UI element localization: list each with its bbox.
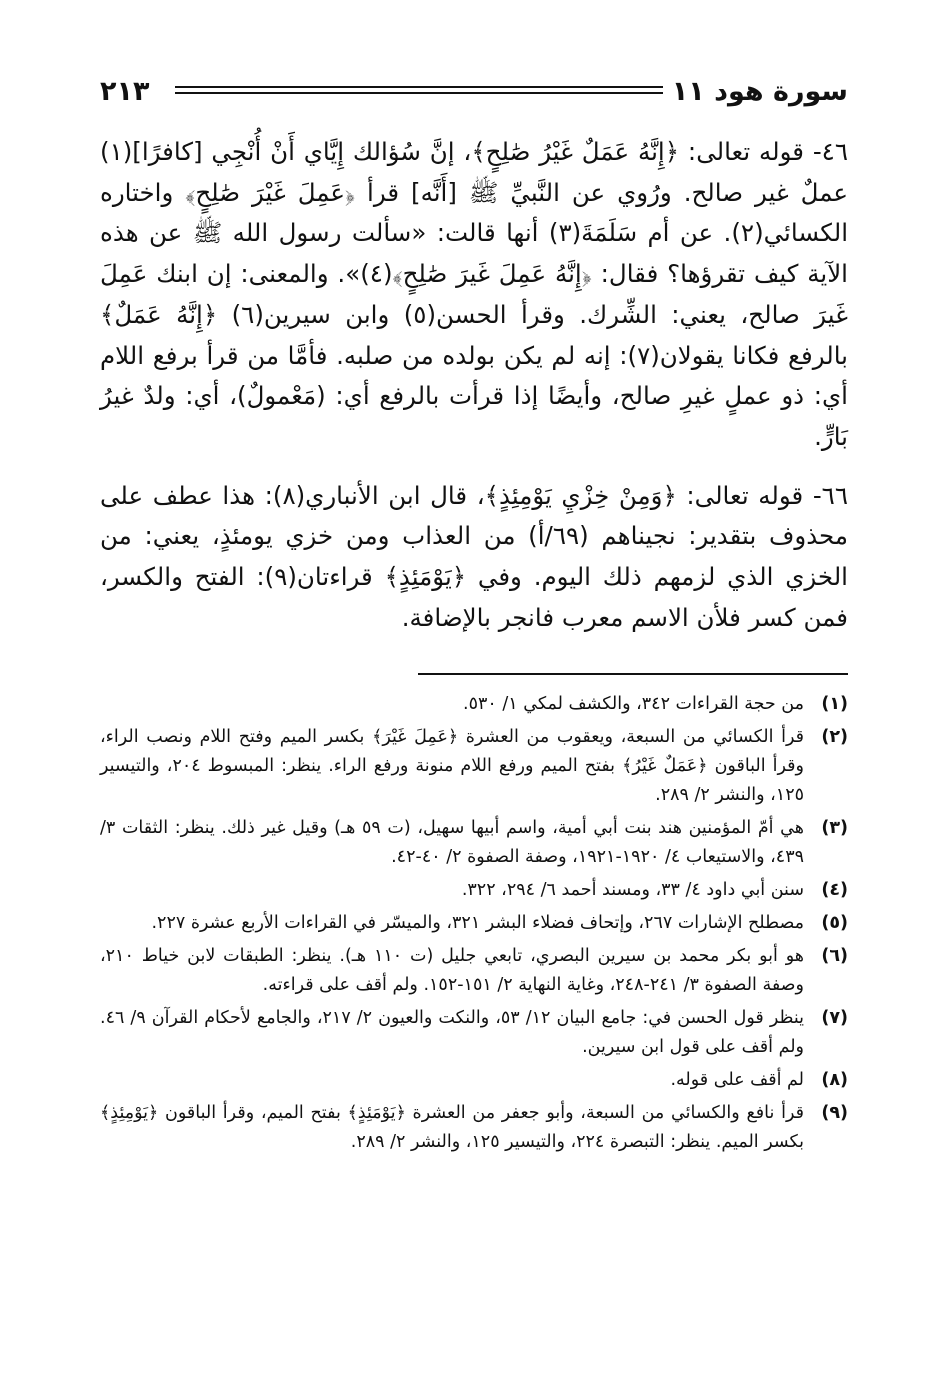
footnote <box>100 1004 848 1062</box>
header-rule <box>175 86 663 88</box>
footnote <box>100 723 848 810</box>
footnote-number: (٩) <box>821 1103 848 1123</box>
running-header <box>100 72 848 116</box>
footnote-text: لم أقف على قوله. <box>670 1070 804 1090</box>
footnote-text: قرأ الكسائي من السبعة، ويعقوب من العشرة ﴿عَمِلَ غَيْرَ﴾ بكسر الميم وفتح اللام ونصب الراء، وقرأ الباقون ﴿عَمَلٌ غَيْرُ﴾ بفتح الميم ورفع اللام منونة ورفع الراء. ينظر: المبسوط ٢٠٤، والتيسير ١٢٥، والنشر ٢/ ٢٨٩. <box>100 727 804 805</box>
footnote-text: هي أمّ المؤمنين هند بنت أبي أمية، واسم أبيها سهيل، (ت ٥٩ هـ) وقيل غير ذلك. ينظر: الثقات ٣/ ٤٣٩، والاستيعاب ٤/ ١٩٢٠-١٩٢١، وصفة الصفوة ٢/ ٤٠-٤٢. <box>100 818 804 867</box>
footnote <box>100 1099 848 1157</box>
footnote-text: ينظر قول الحسن في: جامع البيان ١٢/ ٥٣، والنكت والعيون ٢/ ٢١٧، والجامع لأحكام القرآن ٩/ ٤٦. ولم أقف على قول ابن سيرين. <box>100 1008 804 1057</box>
header-rule <box>175 92 663 94</box>
footnote <box>100 942 848 1000</box>
footnote-text: قرأ نافع والكسائي من السبعة، وأبو جعفر من العشرة ﴿يَوْمَئِذٍ﴾ بفتح الميم، وقرأ الباقون ﴿يَوْمِئِذٍ﴾ بكسر الميم. ينظر: التبصرة ٢٢٤، والتيسير ١٢٥، والنشر ٢/ ٢٨٩. <box>100 1103 804 1152</box>
page-number: ٢١٣ <box>100 76 150 107</box>
paragraph-verse-46: ٤٦- قوله تعالى: ﴿إِنَّهُ عَمَلٌ غَيْرُ صَٰلِحٍ﴾، إنَّ سُؤالك إِيَّاي أَنْ أُنْجِي [كافرًا](١) عملٌ غير صالح. ورُوي عن النَّبيِّ ﷺ [أَنَّه] قرأ ﴿عَمِلَ غَيْرَ صَٰلِحٍ﴾ واختاره الكسائي(٢). عن أم سَلَمَةَ(٣) أنها قالت: «سألت رسول الله ﷺ عن هذه الآية كيف تقرؤها؟ فقال: ﴿إِنَّهُ عَمِلَ غَيرَ صَٰلِحٍ﴾(٤)». والمعنى: إن ابنك عَمِلَ غَيرَ صالح، يعني: الشِّرك. وقرأ الحسن(٥) وابن سيرين(٦) ﴿إِنَّهُ عَمَلٌ﴾ بالرفع فكانا يقولان(٧): إنه لم يكن بولده من صلبه. فأمَّا من قرأ برفع اللام أي: ذو عملٍ غيرِ صالح، وأيضًا إذا قرأت بالرفع أي: (مَعْمولٌ)، أي: ولدٌ غيرُ بَارٍّ. <box>100 137 848 451</box>
footnotes <box>100 690 848 1161</box>
paragraph-verse-66: ٦٦- قوله تعالى: ﴿وَمِنْ خِزْيِ يَوْمِئِذٍ﴾، قال ابن الأنباري(٨): هذا عطف على محذوف بتقدير: نجيناهم (٦٩/أ) من العذاب ومن خزي يومئذٍ، يعني: من الخزي الذي لزمهم ذلك اليوم. وفي ﴿يَوْمَئِذٍ﴾ قراءتان(٩): الفتح والكسر، فمن كسر فلأن الاسم معرب فانجر بالإضافة. <box>100 480 848 632</box>
footnote-text: مصطلح الإشارات ٢٦٧، وإتحاف فضلاء البشر ٣٢١، والميسّر في القراءات الأربع عشرة ٢٢٧. <box>151 913 804 933</box>
footnote-number: (٥) <box>821 913 848 933</box>
footnote-number: (٣) <box>821 818 848 838</box>
footnote-text: من حجة القراءات ٣٤٢، والكشف لمكي ١/ ٥٣٠. <box>463 694 804 714</box>
footnote-separator <box>418 673 848 675</box>
footnote <box>100 690 848 719</box>
footnote-number: (١) <box>821 694 848 714</box>
footnote-number: (٤) <box>821 880 848 900</box>
footnote-number: (٦) <box>821 946 848 966</box>
footnote-number: (٧) <box>821 1008 848 1028</box>
footnote-number: (٢) <box>821 727 848 747</box>
surah-title: سورة هود ١١ <box>671 76 848 107</box>
main-text <box>100 132 848 638</box>
footnote <box>100 814 848 872</box>
footnote <box>100 876 848 905</box>
footnote-text: هو أبو بكر محمد بن سيرين البصري، تابعي جليل (ت ١١٠ هـ). ينظر: الطبقات لابن خياط ٢١٠، وصفة الصفوة ٣/ ٢٤١-٢٤٨، وغاية النهاية ٢/ ١٥١-١٥٢. ولم أقف على قراءته. <box>100 946 804 995</box>
footnote-text: سنن أبي داود ٤/ ٣٣، ومسند أحمد ٦/ ٢٩٤، ٣٢٢. <box>461 880 804 900</box>
footnote <box>100 1066 848 1095</box>
footnote-number: (٨) <box>821 1070 848 1090</box>
footnote <box>100 909 848 938</box>
